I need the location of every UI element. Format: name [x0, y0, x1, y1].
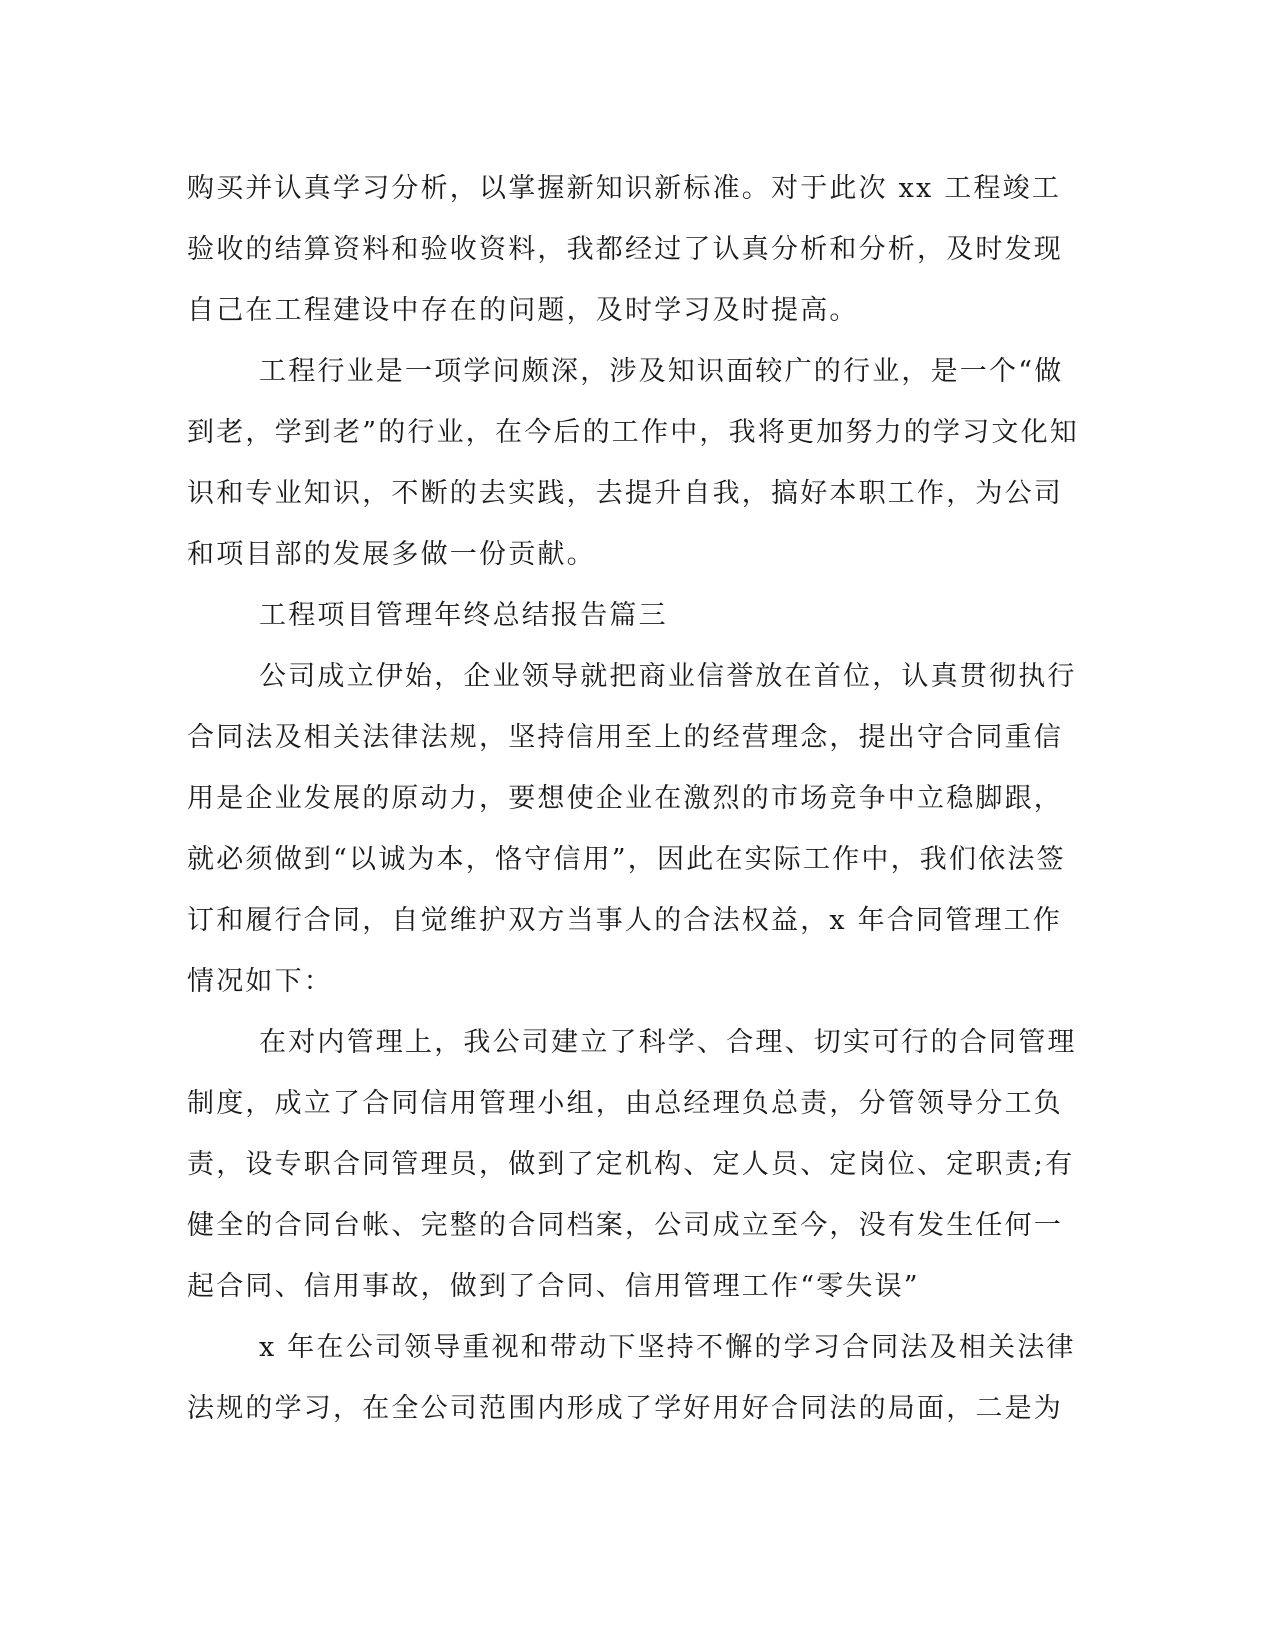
paragraph-4: 在对内管理上，我公司建立了科学、合理、切实可行的合同管理制度，成立了合同信用管理小组，由总经理负总责，分管领导分工负责，设专职合同管理员，做到了定机构、定人员、定岗位、定职责;有健全的合同台帐、完整的合同档案，公司成立至今，没有发生任何一起合同、信用事故，做到了合同、信用管理工作“零失误”: [187, 1027, 1077, 1302]
paragraph-2: 工程行业是一项学问颇深，涉及知识面较广的行业，是一个“做到老，学到老”的行业，在今后的工作中，我将更加努力的学习文化知识和专业知识，不断的去实践，去提升自我，搞好本职工作，为公司和项目部的发展多做一份贡献。: [187, 356, 1080, 570]
document-body: [187, 158, 1087, 1439]
paragraph-1: 购买并认真学习分析，以掌握新知识新标准。对于此次 xx 工程竣工验收的结算资料和验收资料，我都经过了认真分析和分析，及时发现自己在工程建设中存在的问题，及时学习及时提高。: [187, 173, 1063, 326]
paragraph-3: 公司成立伊始，企业领导就把商业信誉放在首位，认真贯彻执行合同法及相关法律法规，坚持信用至上的经营理念，提出守合同重信用是企业发展的原动力，要想使企业在激烈的市场竞争中立稳脚跟，就必须做到“以诚为本，恪守信用”，因此在实际工作中，我们依法签订和履行合同，自觉维护双方当事人的合法权益，x 年合同管理工作情况如下：: [187, 661, 1077, 997]
paragraph-5: x 年在公司领导重视和带动下坚持不懈的学习合同法及相关法律法规的学习，在全公司范围内形成了学好用好合同法的局面，二是为: [187, 1332, 1076, 1424]
section-heading: 工程项目管理年终总结报告篇三: [259, 600, 668, 631]
